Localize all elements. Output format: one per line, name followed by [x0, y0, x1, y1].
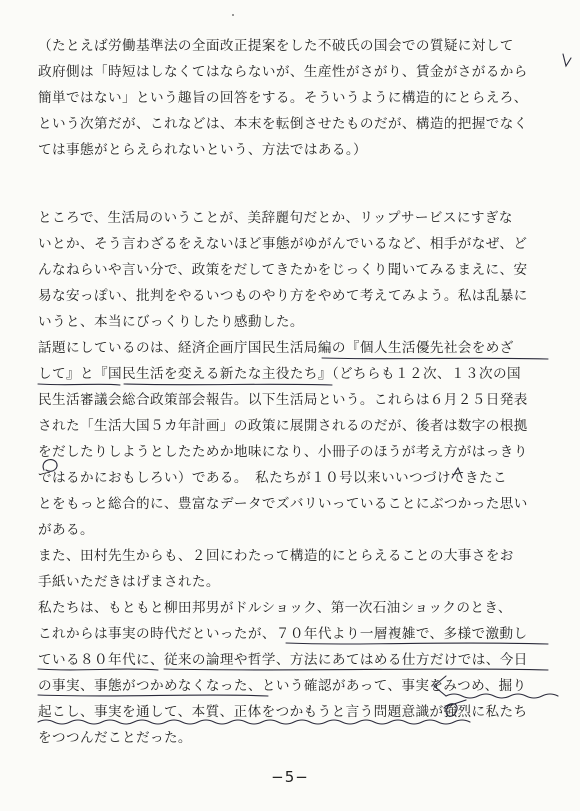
text-line: 私たちは、もともと柳田邦男がドルショック、第一次石油ショックのとき、	[38, 600, 512, 616]
text-line: をだしたりしようとしたためか地味になり、小冊子のほうが考え方がはっきり	[38, 444, 528, 460]
text-line: をつつんだことだった。	[38, 730, 192, 746]
text-line: の事実、事態がつかめなくなった、という確認があって、事実をみつめ、掘り	[38, 678, 527, 694]
scan-speck	[232, 14, 234, 16]
text-line: 民生活審議会総合政策部会報告。以下生活局という。これらは６月２５日発表	[38, 392, 528, 408]
text-line: ところで、生活局のいうことが、美辞麗句だとか、リップサービスにすぎな	[38, 210, 513, 226]
handwritten-tick	[563, 54, 571, 66]
text-line: という次第だが、これなどは、本末を転倒させたものだが、構造的把握でなく	[38, 116, 528, 132]
text-line: とをもっと総合的に、豊富なデータでズバリいっていることにぶつかった思い	[38, 496, 528, 512]
text-line: 簡単ではない」という趣旨の回答をする。そういうように構造的にとらえろ、	[38, 90, 528, 106]
text-line: んなねらいや言い分で、政策をだしてきたかをじっくり聞いてみるまえに、安	[38, 262, 528, 278]
text-line: 易な安っぽい、批判をやるいつものやり方をやめて考えてみよう。私は乱暴に	[38, 288, 528, 304]
text-line: ては事態がとらえられないという、方法ではある。）	[38, 142, 368, 158]
text-line: 政府側は「時短はしなくてはならないが、生産性がさがり、賃金がさがるから	[38, 64, 528, 80]
page-number: −5−	[271, 768, 309, 786]
text-line: これからは事実の時代だといったが、７０年代より一層複雑で、多様で激動し	[38, 626, 528, 642]
text-line: された「生活大国５カ年計画」の政策に展開されるのだが、後者は数字の根拠	[38, 418, 528, 434]
text-line: （たとえば労働基準法の全面改正提案をした不破氏の国会での質疑に対して	[38, 38, 514, 54]
text-line: いうと、本当にびっくりしたり感動した。	[38, 314, 304, 330]
text-line: また、田村先生からも、２回にわたって構造的にとらえることの大事さをお	[38, 548, 514, 564]
text-line: ている８０年代に、従来の論理や哲学、方法にあてはめる仕方だけでは、今日	[38, 652, 528, 668]
paragraph-parenthetical	[38, 33, 558, 163]
text-line: がある。	[38, 522, 94, 538]
text-line: 手紙いただきはげまされた。	[38, 574, 220, 590]
text-line: して』と『国民生活を変える新たな主役たち』（どちらも１２次、１３次の国	[38, 366, 521, 382]
text-line: 話題にしているのは、経済企画庁国民生活局編の『個人生活優先社会をめざ	[38, 340, 514, 356]
text-line: 起こし、事実を通して、本質、正体をつかもうと言う問題意識が強烈に私たち	[38, 704, 528, 720]
text-line: いとか、そう言わざるをえないほど事態がゆがんでいるなど、相手がなぜ、ど	[38, 236, 528, 252]
paragraph-main	[38, 205, 558, 751]
text-line: ではるかにおもしろい）である。 私たちが１０号以来いいつづけてきたこ	[38, 470, 507, 486]
